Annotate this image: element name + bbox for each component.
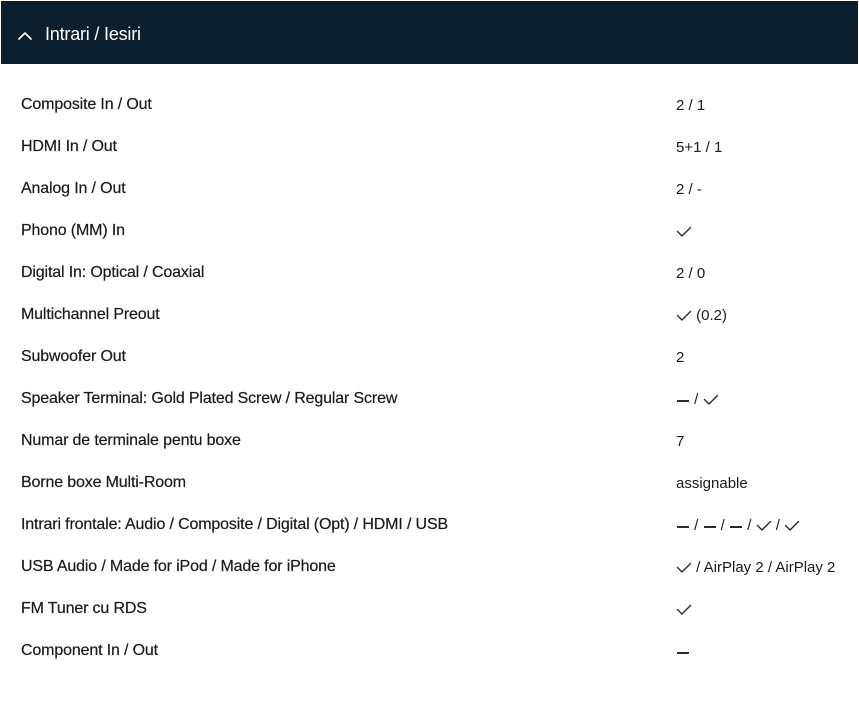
value-separator: /	[690, 391, 703, 408]
spec-label: Component In / Out	[21, 642, 158, 659]
chevron-up-icon	[18, 28, 32, 38]
spec-label: Subwoofer Out	[21, 348, 126, 365]
spec-row	[0, 484, 859, 534]
value-text: / AirPlay 2 / AirPlay 2	[692, 559, 836, 576]
value-text: (0.2)	[692, 307, 728, 324]
spec-label: Numar de terminale pentu boxe	[21, 432, 241, 449]
value-separator: /	[743, 517, 756, 534]
spec-label: HDMI In / Out	[21, 138, 117, 155]
spec-row	[0, 358, 859, 408]
spec-row	[0, 106, 859, 156]
spec-row	[0, 568, 859, 617]
spec-row	[0, 190, 859, 239]
spec-label: Multichannel Preout	[21, 306, 160, 323]
spec-row	[0, 64, 859, 114]
spec-label: USB Audio / Made for iPod / Made for iPhone	[21, 558, 336, 575]
spec-label: Analog In / Out	[21, 180, 126, 197]
spec-row	[0, 442, 859, 492]
dash-icon	[676, 643, 690, 661]
value-text: 7	[676, 433, 685, 450]
spec-row	[0, 274, 859, 324]
value-separator: /	[690, 517, 703, 534]
spec-row	[0, 316, 859, 366]
spec-row	[0, 232, 859, 282]
value-text: 2	[676, 349, 685, 366]
spec-label: Borne boxe Multi-Room	[21, 474, 186, 491]
spec-label: Speaker Terminal: Gold Plated Screw / Regular Screw	[21, 390, 398, 407]
value-text: 5+1 / 1	[676, 139, 723, 156]
spec-label: Phono (MM) In	[21, 222, 125, 239]
section-title: Intrari / Iesiri	[45, 24, 141, 44]
value-text: assignable	[676, 475, 748, 492]
accordion-header-inputs-outputs[interactable]	[1, 1, 858, 64]
spec-row	[0, 148, 859, 198]
spec-row	[0, 400, 859, 450]
value-text: 2 / 1	[676, 97, 706, 114]
spec-row	[0, 610, 859, 659]
spec-label: Intrari frontale: Audio / Composite / Digital (Opt) / HDMI / USB	[21, 516, 448, 533]
spec-label: Composite In / Out	[21, 96, 152, 113]
spec-value	[676, 643, 690, 661]
value-text: 2 / -	[676, 181, 702, 198]
spec-row	[0, 526, 859, 576]
value-separator: /	[716, 517, 730, 534]
spec-label: Digital In: Optical / Coaxial	[21, 264, 205, 281]
value-separator: /	[771, 517, 785, 534]
value-text: 2 / 0	[676, 265, 706, 282]
spec-label: FM Tuner cu RDS	[21, 600, 147, 617]
